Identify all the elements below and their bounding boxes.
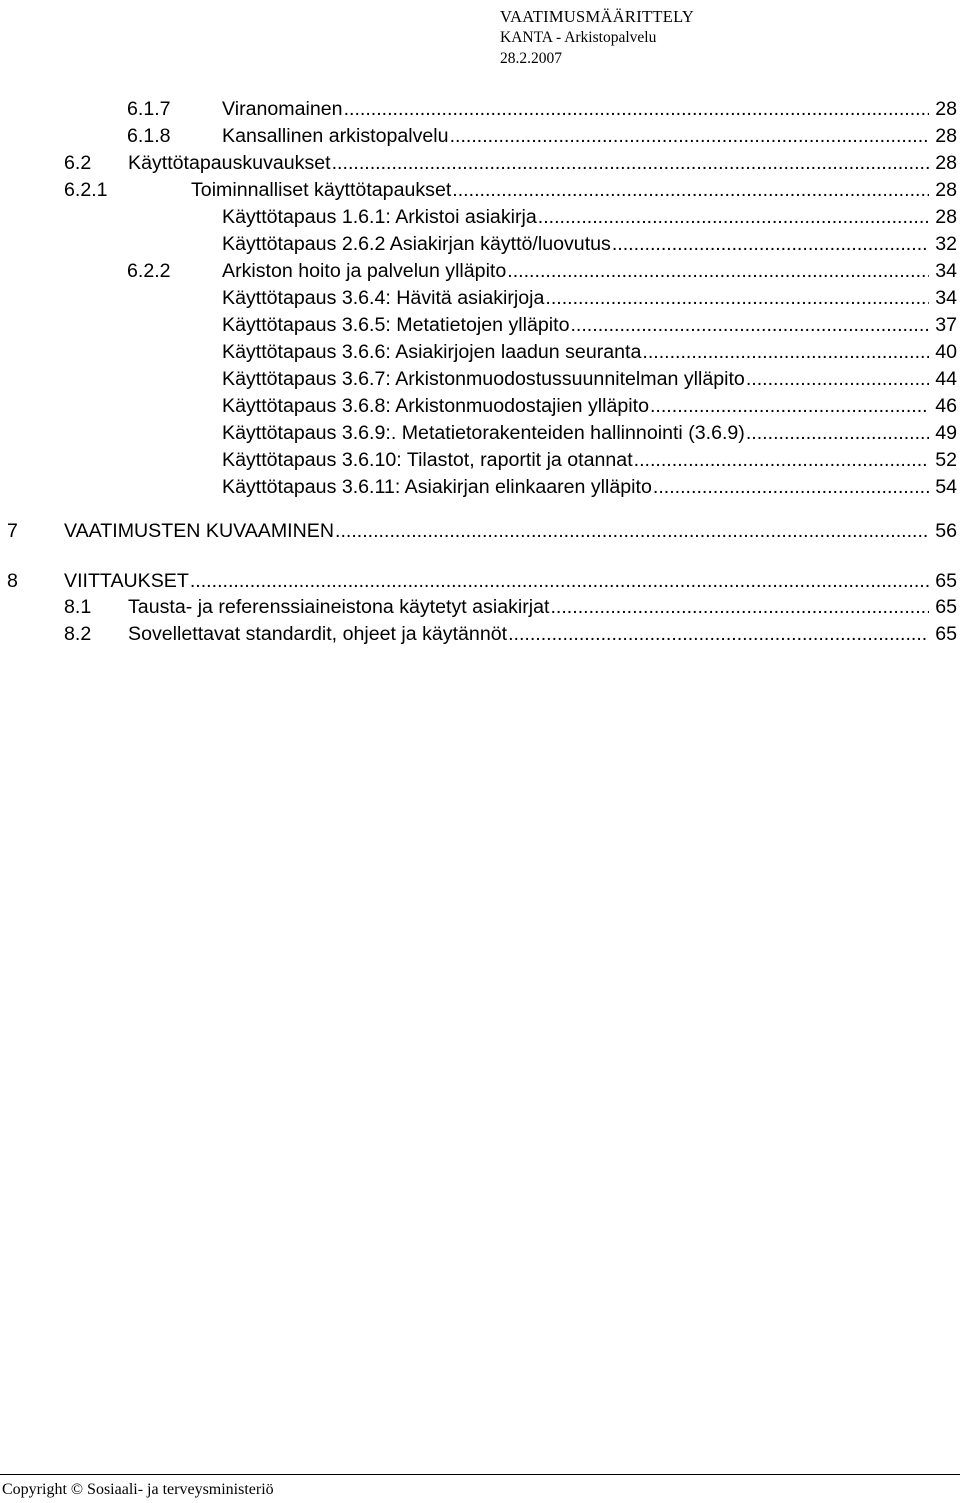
toc-entry-page: 54 — [935, 476, 957, 498]
toc-entry[interactable] — [222, 312, 957, 338]
toc-entry-title: Käyttötapaus 3.6.10: Tilastot, raportit ja otannat — [222, 449, 633, 471]
toc-entry-title: Kansallinen arkistopalvelu — [222, 125, 449, 147]
toc-leader-dots — [633, 447, 930, 473]
toc-leader-dots — [745, 420, 929, 446]
toc-entry-title: Käyttötapaus 3.6.4: Hävitä asiakirjoja — [222, 287, 545, 309]
toc-entry-page: 46 — [935, 395, 957, 417]
toc-entry-number: 6.1.7 — [127, 98, 171, 120]
toc-leader-dots — [549, 594, 929, 620]
toc-leader-dots — [331, 150, 930, 176]
toc-entry[interactable] — [7, 568, 957, 594]
toc-entry-title: Arkiston hoito ja palvelun ylläpito — [222, 260, 507, 282]
toc-entry[interactable] — [127, 258, 957, 284]
header-title: VAATIMUSMÄÄRITTELY — [500, 7, 695, 26]
toc-leader-dots — [652, 474, 929, 500]
toc-entry-title: Käyttötapaus 3.6.8: Arkistonmuodostajien ylläpito — [222, 395, 649, 417]
toc-entry-title: Toiminnalliset käyttötapaukset — [191, 179, 452, 201]
toc-entry-page: 65 — [935, 596, 957, 618]
toc-entry-page: 28 — [935, 179, 957, 201]
toc-leader-dots — [334, 518, 929, 544]
toc-leader-dots — [544, 285, 929, 311]
toc-entry-title: Käyttötapaus 2.6.2 Asiakirjan käyttö/luovutus — [222, 233, 611, 255]
toc-entry[interactable] — [222, 339, 957, 365]
toc-leader-dots — [611, 231, 929, 257]
toc-entry-page: 28 — [935, 152, 957, 174]
toc-entry-page: 37 — [935, 314, 957, 336]
toc-entry-number: 7 — [7, 520, 18, 542]
toc-entry[interactable] — [127, 123, 957, 149]
toc-entry-number: 6.2 — [64, 152, 92, 174]
toc-entry[interactable] — [222, 447, 957, 473]
header-date: 28.2.2007 — [500, 50, 562, 67]
toc-entry[interactable] — [64, 621, 957, 647]
toc-entry-page: 28 — [935, 206, 957, 228]
toc-entry-title: VIITTAUKSET — [64, 570, 189, 592]
toc-leader-dots — [449, 123, 930, 149]
toc-entry[interactable] — [222, 420, 957, 446]
toc-entry-number: 6.2.2 — [127, 260, 171, 282]
toc-leader-dots — [343, 96, 930, 122]
toc-entry[interactable] — [64, 177, 957, 203]
toc-entry-title: Käyttötapaus 3.6.5: Metatietojen ylläpito — [222, 314, 570, 336]
toc-leader-dots — [641, 339, 929, 365]
toc-entry-title: Käyttötapaus 1.6.1: Arkistoi asiakirja — [222, 206, 537, 228]
toc-leader-dots — [507, 621, 929, 647]
toc-entry-page: 34 — [935, 287, 957, 309]
toc-entry[interactable] — [64, 150, 957, 176]
toc-entry-number: 6.2.1 — [64, 179, 108, 201]
toc-entry[interactable] — [127, 96, 957, 122]
toc-entry-title: Sovellettavat standardit, ohjeet ja käytännöt — [128, 623, 508, 645]
toc-entry[interactable] — [222, 474, 957, 500]
toc-entry-title: Viranomainen — [222, 98, 343, 120]
toc-entry-page: 44 — [935, 368, 957, 390]
toc-entry[interactable] — [222, 204, 957, 230]
toc-entry-title: Käyttötapaus 3.6.11: Asiakirjan elinkaaren ylläpito — [222, 476, 652, 498]
toc-entry[interactable] — [7, 518, 957, 544]
toc-entry-page: 28 — [935, 125, 957, 147]
document-header — [500, 6, 940, 69]
toc-entry-number: 8.2 — [64, 623, 92, 645]
toc-entry[interactable] — [222, 393, 957, 419]
toc-entry-page: 52 — [935, 449, 957, 471]
header-subtitle: KANTA - Arkistopalvelu — [500, 29, 657, 46]
toc-leader-dots — [569, 312, 929, 338]
toc-leader-dots — [451, 177, 929, 203]
toc-entry-page: 40 — [935, 341, 957, 363]
toc-entry-page: 34 — [935, 260, 957, 282]
toc-leader-dots — [745, 366, 929, 392]
toc-entry[interactable] — [64, 594, 957, 620]
toc-entry-page: 32 — [935, 233, 957, 255]
toc-entry-page: 65 — [935, 570, 957, 592]
toc-entry[interactable] — [222, 285, 957, 311]
toc-entry[interactable] — [222, 231, 957, 257]
toc-entry-title: Käyttötapaus 3.6.7: Arkistonmuodostussuunnitelman ylläpito — [222, 368, 745, 390]
toc-entry-page: 49 — [935, 422, 957, 444]
toc-entry-page: 65 — [935, 623, 957, 645]
toc-entry-number: 8 — [7, 570, 18, 592]
toc-leader-dots — [506, 258, 929, 284]
toc-leader-dots — [537, 204, 929, 230]
toc-entry-page: 56 — [935, 520, 957, 542]
toc-entry-title: Käyttötapaus 3.6.9:. Metatietorakenteiden hallinnointi (3.6.9) — [222, 422, 745, 444]
footer-divider — [0, 1474, 960, 1475]
toc-entry-number: 6.1.8 — [127, 125, 171, 147]
toc-entry-title: VAATIMUSTEN KUVAAMINEN — [64, 520, 334, 542]
toc-entry-title: Käyttötapauskuvaukset — [128, 152, 331, 174]
toc-entry[interactable] — [222, 366, 957, 392]
toc-entry-title: Käyttötapaus 3.6.6: Asiakirjojen laadun seuranta — [222, 341, 642, 363]
footer-copyright: Copyright © Sosiaali- ja terveysministeriö — [2, 1481, 274, 1498]
toc-entry-title: Tausta- ja referenssiaineistona käytetyt asiakirjat — [128, 596, 550, 618]
toc-entry-page: 28 — [935, 98, 957, 120]
toc-leader-dots — [649, 393, 929, 419]
toc-entry-number: 8.1 — [64, 596, 92, 618]
toc-leader-dots — [189, 568, 929, 594]
